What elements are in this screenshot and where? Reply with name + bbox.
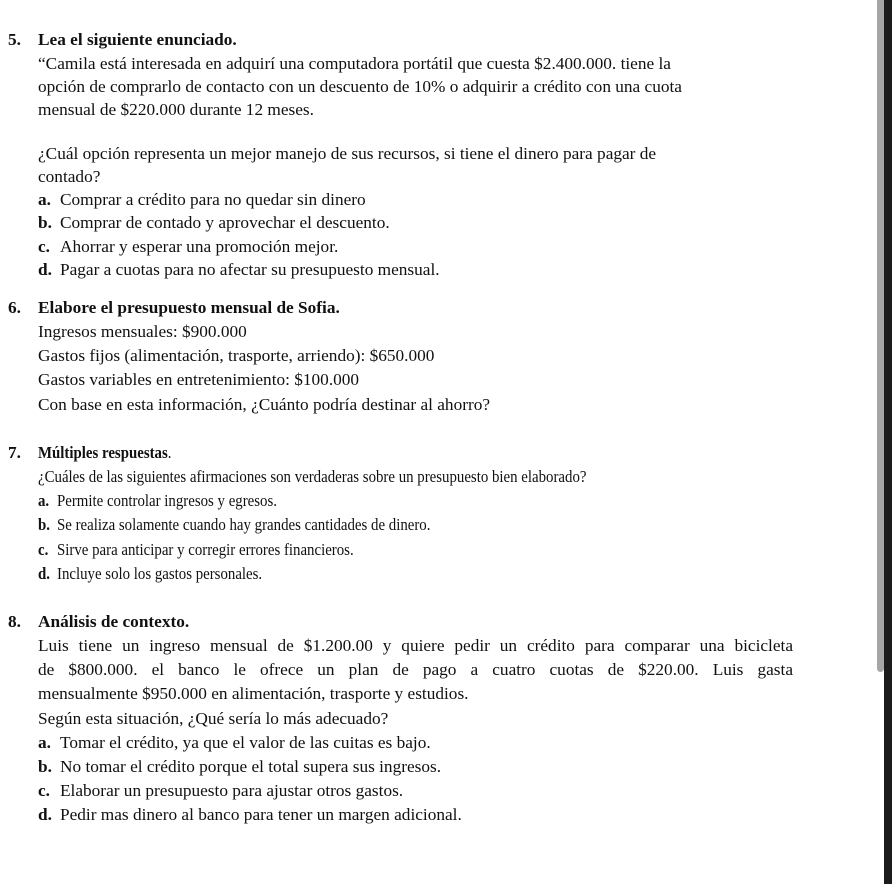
question-title: Análisis de contexto. xyxy=(38,612,190,631)
option-text: Incluye solo los gastos personales. xyxy=(57,564,263,583)
option-text: Permite controlar ingresos y egresos. xyxy=(57,491,277,510)
option-letter: a. xyxy=(38,491,50,510)
option-letter: c. xyxy=(38,237,50,256)
option-text: Se realiza solamente cuando hay grandes cantidades de dinero. xyxy=(57,515,431,534)
option-text: Tomar el crédito, ya que el valor de las cuitas es bajo. xyxy=(60,733,431,752)
statement-line: opción de comprarlo de contacto con un descuento de 10% o adquirir a crédito con una cuota xyxy=(38,77,682,96)
question-title xyxy=(38,442,172,464)
option-text: Ahorrar y esperar una promoción mejor. xyxy=(60,237,339,256)
option-text: Comprar de contado y aprovechar el descuento. xyxy=(60,213,390,232)
question-title: Elabore el presupuesto mensual de Sofia. xyxy=(38,298,340,317)
context-line: Luis tiene un ingreso mensual de $1.200.00 y quiere pedir un crédito para comparar una bicicleta xyxy=(38,636,793,655)
option-letter: a. xyxy=(38,190,51,209)
context-line: de $800.000. el banco le ofrece un plan de pago a cuatro cuotas de $220.00. Luis gasta xyxy=(38,660,793,679)
budget-line-income: Ingresos mensuales: $900.000 xyxy=(38,322,247,341)
question-number: 7. xyxy=(8,443,21,462)
option-text: Elaborar un presupuesto para ajustar otros gastos. xyxy=(60,781,404,800)
question-prompt: Con base en esta información, ¿Cuánto podría destinar al ahorro? xyxy=(38,395,491,414)
question-prompt: ¿Cuáles de las siguientes afirmaciones son verdaderas sobre un presupuesto bien elaborado? xyxy=(38,467,587,486)
budget-line-variable-expenses: Gastos variables en entretenimiento: $100.000 xyxy=(38,370,360,389)
window-frame-edge xyxy=(884,0,892,884)
context-line: mensualmente $950.000 en alimentación, trasporte y estudios. xyxy=(38,684,469,703)
question-number: 8. xyxy=(8,612,21,631)
question-title-suffix: . xyxy=(167,443,172,462)
option-letter: c. xyxy=(38,540,49,559)
question-title-text: Múltiples respuestas xyxy=(38,443,168,462)
statement-line: “Camila está interesada en adquirí una computadora portátil que cuesta $2.400.000. tiene la xyxy=(38,54,671,73)
scrollbar-thumb[interactable] xyxy=(877,0,884,672)
question-prompt: contado? xyxy=(38,167,101,186)
option-letter: d. xyxy=(38,805,52,824)
option-text: Comprar a crédito para no quedar sin dinero xyxy=(60,190,366,209)
question-number: 5. xyxy=(8,30,21,49)
question-number: 6. xyxy=(8,298,21,317)
option-text: Sirve para anticipar y corregir errores financieros. xyxy=(57,540,354,559)
question-prompt: Según esta situación, ¿Qué sería lo más adecuado? xyxy=(38,709,389,728)
option-letter: b. xyxy=(38,757,52,776)
option-text: Pedir mas dinero al banco para tener un margen adicional. xyxy=(60,805,462,824)
option-letter: c. xyxy=(38,781,50,800)
option-letter: a. xyxy=(38,733,51,752)
option-letter: b. xyxy=(38,213,52,232)
statement-line: mensual de $220.000 durante 12 meses. xyxy=(38,100,314,119)
budget-line-fixed-expenses: Gastos fijos (alimentación, trasporte, arriendo): $650.000 xyxy=(38,346,435,365)
question-title: Lea el siguiente enunciado. xyxy=(38,30,237,49)
question-prompt: ¿Cuál opción representa un mejor manejo de sus recursos, si tiene el dinero para pagar de xyxy=(38,144,657,163)
option-letter: b. xyxy=(38,515,50,534)
option-letter: d. xyxy=(38,260,52,279)
option-letter: d. xyxy=(38,564,50,583)
option-text: Pagar a cuotas para no afectar su presupuesto mensual. xyxy=(60,260,440,279)
option-text: No tomar el crédito porque el total supera sus ingresos. xyxy=(60,757,442,776)
